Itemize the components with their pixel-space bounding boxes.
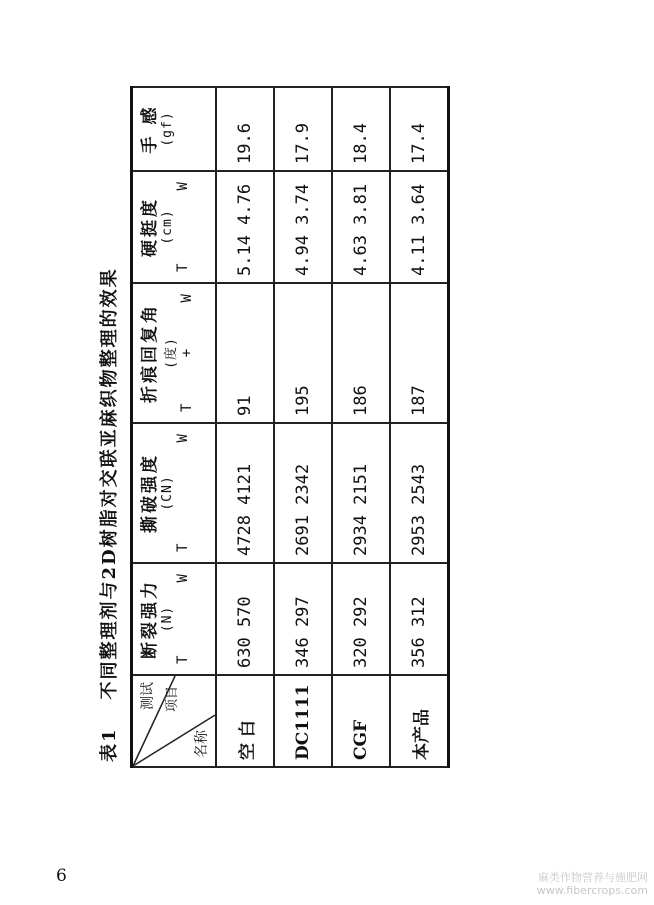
table-row <box>216 87 274 767</box>
corner-label-item: 项目 <box>165 686 180 713</box>
header-unit: (度) <box>164 337 179 369</box>
watermark-site-name: 麻类作物营养与施肥网 <box>538 871 648 884</box>
cell-hand-feel: 17.9 <box>274 87 332 171</box>
row-name: 空 白 <box>216 675 274 767</box>
watermark-url: www.fibercrops.com <box>536 884 648 897</box>
header-unit: (CN) <box>160 475 175 511</box>
cell-tear-strength: 2691 2342 <box>274 423 332 563</box>
cell-breaking-strength: 346 297 <box>274 563 332 675</box>
cell-tear-strength: 4728 4121 <box>216 423 274 563</box>
header-unit: (N) <box>160 605 175 633</box>
header-breaking-strength <box>132 563 217 675</box>
cell-breaking-strength: 356 312 <box>390 563 449 675</box>
header-name: 断裂强力 <box>140 579 160 659</box>
cell-breaking-strength: 320 292 <box>332 563 390 675</box>
header-name: 折痕回复角 <box>140 303 160 403</box>
table-row <box>332 87 390 767</box>
cell-tear-strength: 2953 2543 <box>390 423 449 563</box>
cell-stiffness: 4.94 3.74 <box>274 171 332 283</box>
row-name: CGF <box>332 675 390 767</box>
header-name: 撕破强度 <box>140 453 160 533</box>
header-row <box>132 87 217 767</box>
cell-crease-recovery: 91 <box>216 283 274 423</box>
table-title: 不同整理剂与2D树脂对交联亚麻织物整理的效果 <box>99 267 120 700</box>
header-w: W <box>179 294 195 303</box>
header-name: 硬挺度 <box>140 197 160 257</box>
cell-stiffness: 4.11 3.64 <box>390 171 449 283</box>
watermark <box>537 871 648 897</box>
cell-tear-strength: 2934 2151 <box>332 423 390 563</box>
header-t: T <box>179 403 195 412</box>
row-name: DC1111 <box>274 675 332 767</box>
cell-stiffness: 5.14 4.76 <box>216 171 274 283</box>
header-hand-feel <box>132 87 217 171</box>
header-unit: (cm) <box>160 209 175 245</box>
header-stiffness <box>132 171 217 283</box>
cell-breaking-strength: 630 570 <box>216 563 274 675</box>
table-row <box>274 87 332 767</box>
row-name: 本产品 <box>390 675 449 767</box>
cell-crease-recovery: 186 <box>332 283 390 423</box>
header-unit: (gf) <box>160 111 175 147</box>
cell-stiffness: 4.63 3.81 <box>332 171 390 283</box>
cell-hand-feel: 17.4 <box>390 87 449 171</box>
corner-header-cell <box>132 675 217 767</box>
header-t: T <box>175 263 191 272</box>
cell-hand-feel: 18.4 <box>332 87 390 171</box>
header-crease-recovery <box>132 283 217 423</box>
table-caption <box>86 86 130 768</box>
table-number: 表1 <box>99 727 120 762</box>
header-t: T <box>175 655 191 664</box>
header-name: 手 感 <box>140 104 160 154</box>
results-table <box>130 86 450 768</box>
corner-label-test: 测试 <box>140 682 156 710</box>
rotated-table-block <box>86 86 464 768</box>
page-number: 6 <box>56 866 67 886</box>
header-t: T <box>175 543 191 552</box>
corner-label-name: 名称 <box>194 730 210 758</box>
cell-crease-recovery: 195 <box>274 283 332 423</box>
cell-crease-recovery: 187 <box>390 283 449 423</box>
cell-hand-feel: 19.6 <box>216 87 274 171</box>
header-plus: + <box>179 348 195 358</box>
header-tear-strength <box>132 423 217 563</box>
table-row <box>390 87 449 767</box>
header-w: W <box>175 574 191 583</box>
header-w: W <box>175 182 191 191</box>
header-w: W <box>175 434 191 443</box>
